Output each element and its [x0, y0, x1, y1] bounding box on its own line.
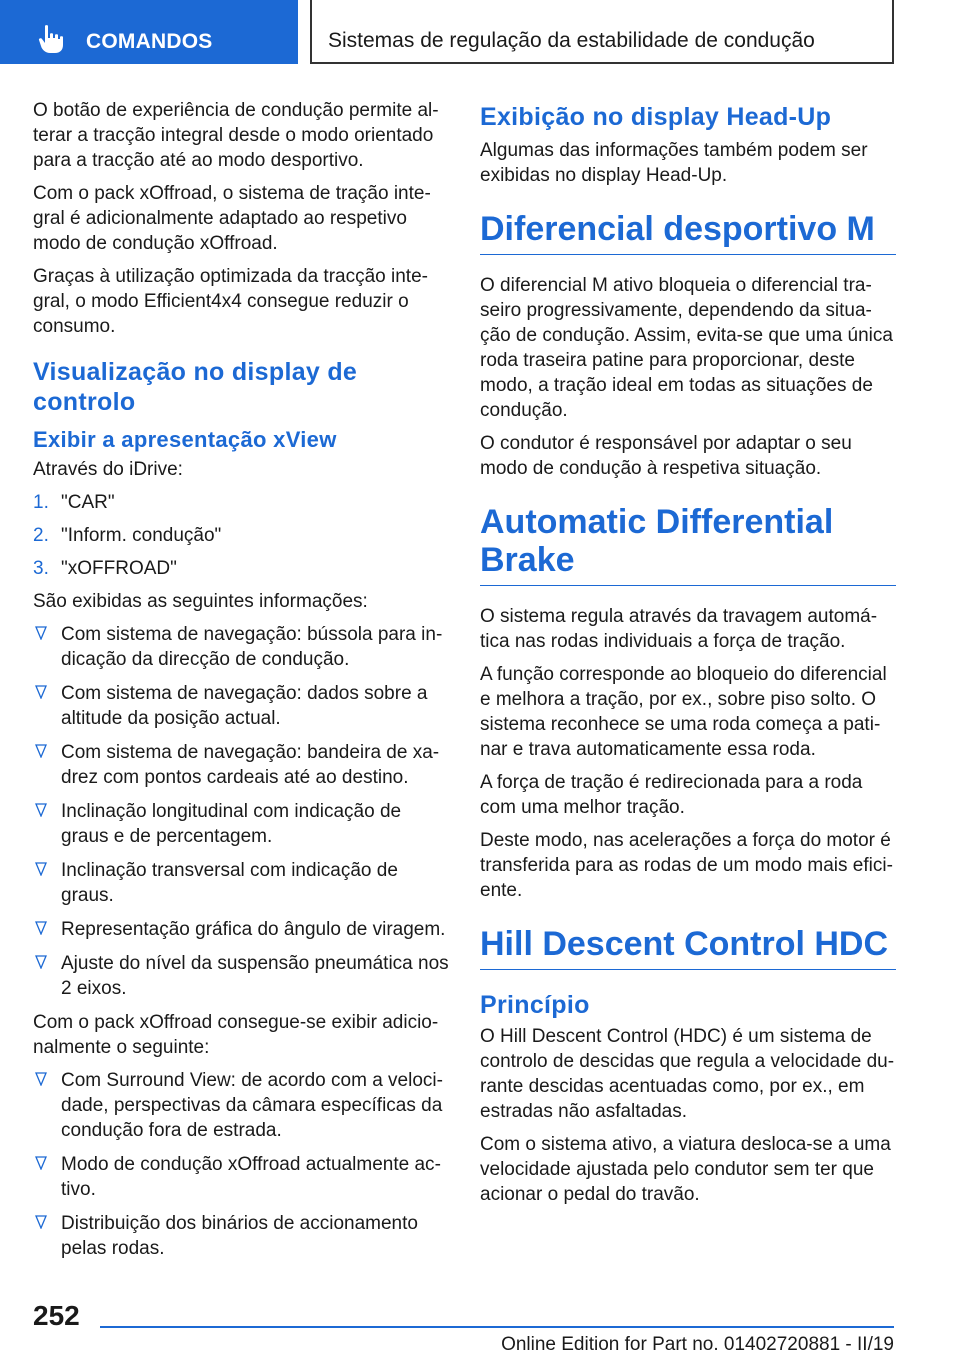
steps-list [33, 490, 449, 581]
paragraph: Com o pack xOffroad, o sistema de tração integral é adicionalmente adaptado ao respetivo modo de condução xOffroad. [33, 183, 431, 254]
paragraph: A força de tração é redirecionada para a roda com uma melhor tração. [480, 772, 863, 818]
paragraph: Com o pack xOffroad consegue-se exibir adicionalmente o seguinte: [33, 1012, 439, 1058]
xoffroad-list [33, 1068, 449, 1261]
step-item [33, 490, 449, 515]
section-label: COMANDOS [86, 30, 213, 53]
step-number: 3. [33, 558, 49, 579]
paragraph: O Hill Descent Control (HDC) é um sistema de controlo de descidas que regula a velocidade durante descidas acentuadas como, por ex., em estradas não asfaltadas. [480, 1026, 895, 1122]
heading-adb: Automatic Differential Brake [480, 503, 896, 586]
triangle-bullet-icon [35, 685, 47, 699]
paragraph: O condutor é responsável por adaptar o seu modo de condução à respetiva situação. [480, 433, 852, 479]
info-list [33, 622, 449, 1001]
right-column [480, 98, 896, 1215]
step-text: "xOFFROAD" [61, 558, 177, 579]
paragraph: O sistema regula através da travagem automática nas rodas individuais a força de tração. [480, 606, 878, 652]
list-item [33, 622, 449, 672]
edition-footer: Online Edition for Part no. 01402720881 - II/19 [501, 1334, 894, 1355]
paragraph: Deste modo, nas acelerações a força do motor é transferida para as rodas de um modo mais eficiente. [480, 830, 893, 901]
triangle-bullet-icon [35, 744, 47, 758]
list-item-text: Com sistema de navegação: bússola para indicação da direcção de condução. [61, 624, 443, 670]
triangle-bullet-icon [35, 1072, 47, 1086]
list-item-text: Distribuição dos binários de accionamento pelas rodas. [61, 1213, 418, 1259]
paragraph: Através do iDrive: [33, 459, 183, 480]
step-number: 1. [33, 492, 49, 513]
triangle-bullet-icon [35, 862, 47, 876]
list-item [33, 1068, 449, 1143]
page-number: 252 [33, 1300, 80, 1331]
triangle-bullet-icon [35, 1156, 47, 1170]
list-item-text: Com sistema de navegação: bandeira de xadrez com pontos cardeais até ao destino. [61, 742, 440, 788]
triangle-bullet-icon [35, 626, 47, 640]
heading-diferencial-m: Diferencial desportivo M [480, 210, 896, 255]
triangle-bullet-icon [35, 955, 47, 969]
step-text: "CAR" [61, 492, 115, 513]
list-item-text: Modo de condução xOffroad actualmente activo. [61, 1154, 441, 1200]
triangle-bullet-icon [35, 921, 47, 935]
section-tab [0, 0, 298, 64]
heading-principio: Princípio [480, 991, 590, 1019]
paragraph: Algumas das informações também podem ser exibidas no display Head-Up. [480, 140, 868, 186]
paragraph: A função corresponde ao bloqueio do diferencial e melhora a tração, por ex., sobre piso solto. O sistema reconhece se uma roda começa a patinar e trava automaticamente essa roda. [480, 664, 887, 760]
step-number: 2. [33, 525, 49, 546]
list-item [33, 1152, 449, 1202]
left-column [33, 98, 449, 1270]
list-item [33, 1211, 449, 1261]
list-item [33, 740, 449, 790]
heading-hdc: Hill Descent Control HDC [480, 925, 896, 970]
footer-divider [100, 1326, 894, 1328]
list-item-text: Representação gráfica do ângulo de viragem. [61, 919, 446, 940]
paragraph: O botão de experiência de condução permite alterar a tracção integral desde o modo orientado para a tracção até ao modo desportivo. [33, 100, 439, 171]
list-item-text: Inclinação transversal com indicação de graus. [61, 860, 398, 906]
triangle-bullet-icon [35, 1215, 47, 1229]
list-item [33, 799, 449, 849]
paragraph: São exibidas as seguintes informações: [33, 591, 368, 612]
list-item [33, 681, 449, 731]
paragraph: O diferencial M ativo bloqueia o diferencial traseiro progressivamente, dependendo da situação de condução. Assim, evita-se que uma única roda traseira patine para proporcionar, deste modo, a tração ideal em todas as situações de condução. [480, 275, 893, 421]
list-item [33, 858, 449, 908]
list-item [33, 951, 449, 1001]
list-item [33, 917, 449, 942]
hand-pointer-icon [36, 24, 68, 54]
list-item-text: Inclinação longitudinal com indicação de graus e de percentagem. [61, 801, 402, 847]
triangle-bullet-icon [35, 803, 47, 817]
step-item [33, 523, 449, 548]
heading-head-up: Exibição no display Head-Up [480, 103, 832, 131]
chapter-title: Sistemas de regulação da estabilidade de condução [328, 29, 815, 52]
list-item-text: Ajuste do nível da suspensão pneumática nos 2 eixos. [61, 953, 449, 999]
heading-exibir-xview: Exibir a apresentação xView [33, 427, 337, 452]
paragraph: Com o sistema ativo, a viatura desloca-se a uma velocidade ajustada pelo condutor sem ter que acionar o pedal do travão. [480, 1134, 891, 1205]
heading-visualizacao: Visualização no display de controlo [33, 358, 358, 416]
paragraph: Graças à utilização optimizada da tracção integral, o modo Efficient4x4 consegue reduzir o consumo. [33, 266, 428, 337]
list-item-text: Com sistema de navegação: dados sobre a altitude da posição actual. [61, 683, 428, 729]
list-item-text: Com Surround View: de acordo com a velocidade, perspectivas da câmara específicas da condução fora de estrada. [61, 1070, 443, 1141]
step-text: "Inform. condução" [61, 525, 222, 546]
step-item [33, 556, 449, 581]
chapter-header [310, 0, 894, 64]
